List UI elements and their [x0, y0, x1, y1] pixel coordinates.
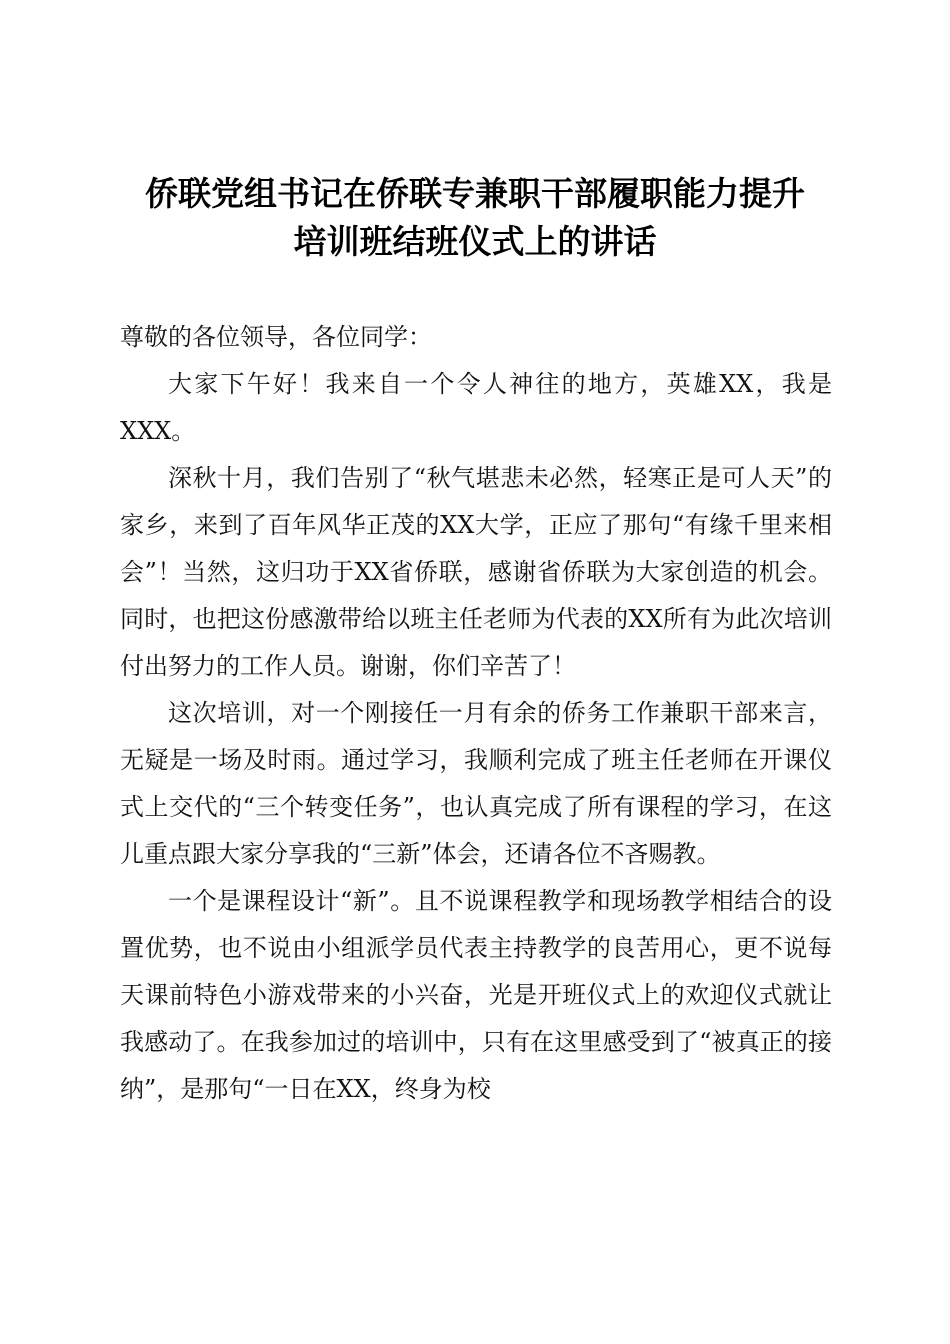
title-line-1: 侨联党组书记在侨联专兼职干部履职能力提升	[145, 174, 805, 213]
paragraph-training: 这次培训，对一个刚接任一月有余的侨务工作兼职干部来言，无疑是一场及时雨。通过学习，我顺利完成了班主任老师在开课仪式上交代的“三个转变任务”，也认真完成了所有课程的学习，在这儿重点跟大家分享我的“三新”体会，还请各位不吝赐教。	[120, 699, 832, 868]
paragraph-thanks: 深秋十月，我们告别了“秋气堪悲未必然，轻寒正是可人天”的家乡，来到了百年风华正茂的XX大学，正应了那句“有缘千里来相会”！当然，这归功于XX省侨联，感谢省侨联为大家创造的机会。同时，也把这份感激带给以班主任老师为代表的XX所有为此次培训付出努力的工作人员。谢谢，你们辛苦了！	[120, 464, 832, 680]
document-title	[100, 170, 850, 266]
salutation: 尊敬的各位领导，各位同学：	[120, 323, 432, 351]
paragraph-greeting: 大家下午好！我来自一个令人神往的地方，英雄XX，我是XXX。	[120, 370, 832, 445]
paragraph-course-design: 一个是课程设计“新”。且不说课程教学和现场教学相结合的设置优势，也不说由小组派学员代表主持教学的良苦用心，更不说每天课前特色小游戏带来的小兴奋，光是开班仪式上的欢迎仪式就让我感动了。在我参加过的培训中，只有在这里感受到了“被真正的接纳”，是那句“一日在XX，终身为校	[120, 887, 832, 1103]
document-body	[120, 314, 832, 1113]
title-line-2: 培训班结班仪式上的讲话	[293, 222, 657, 261]
